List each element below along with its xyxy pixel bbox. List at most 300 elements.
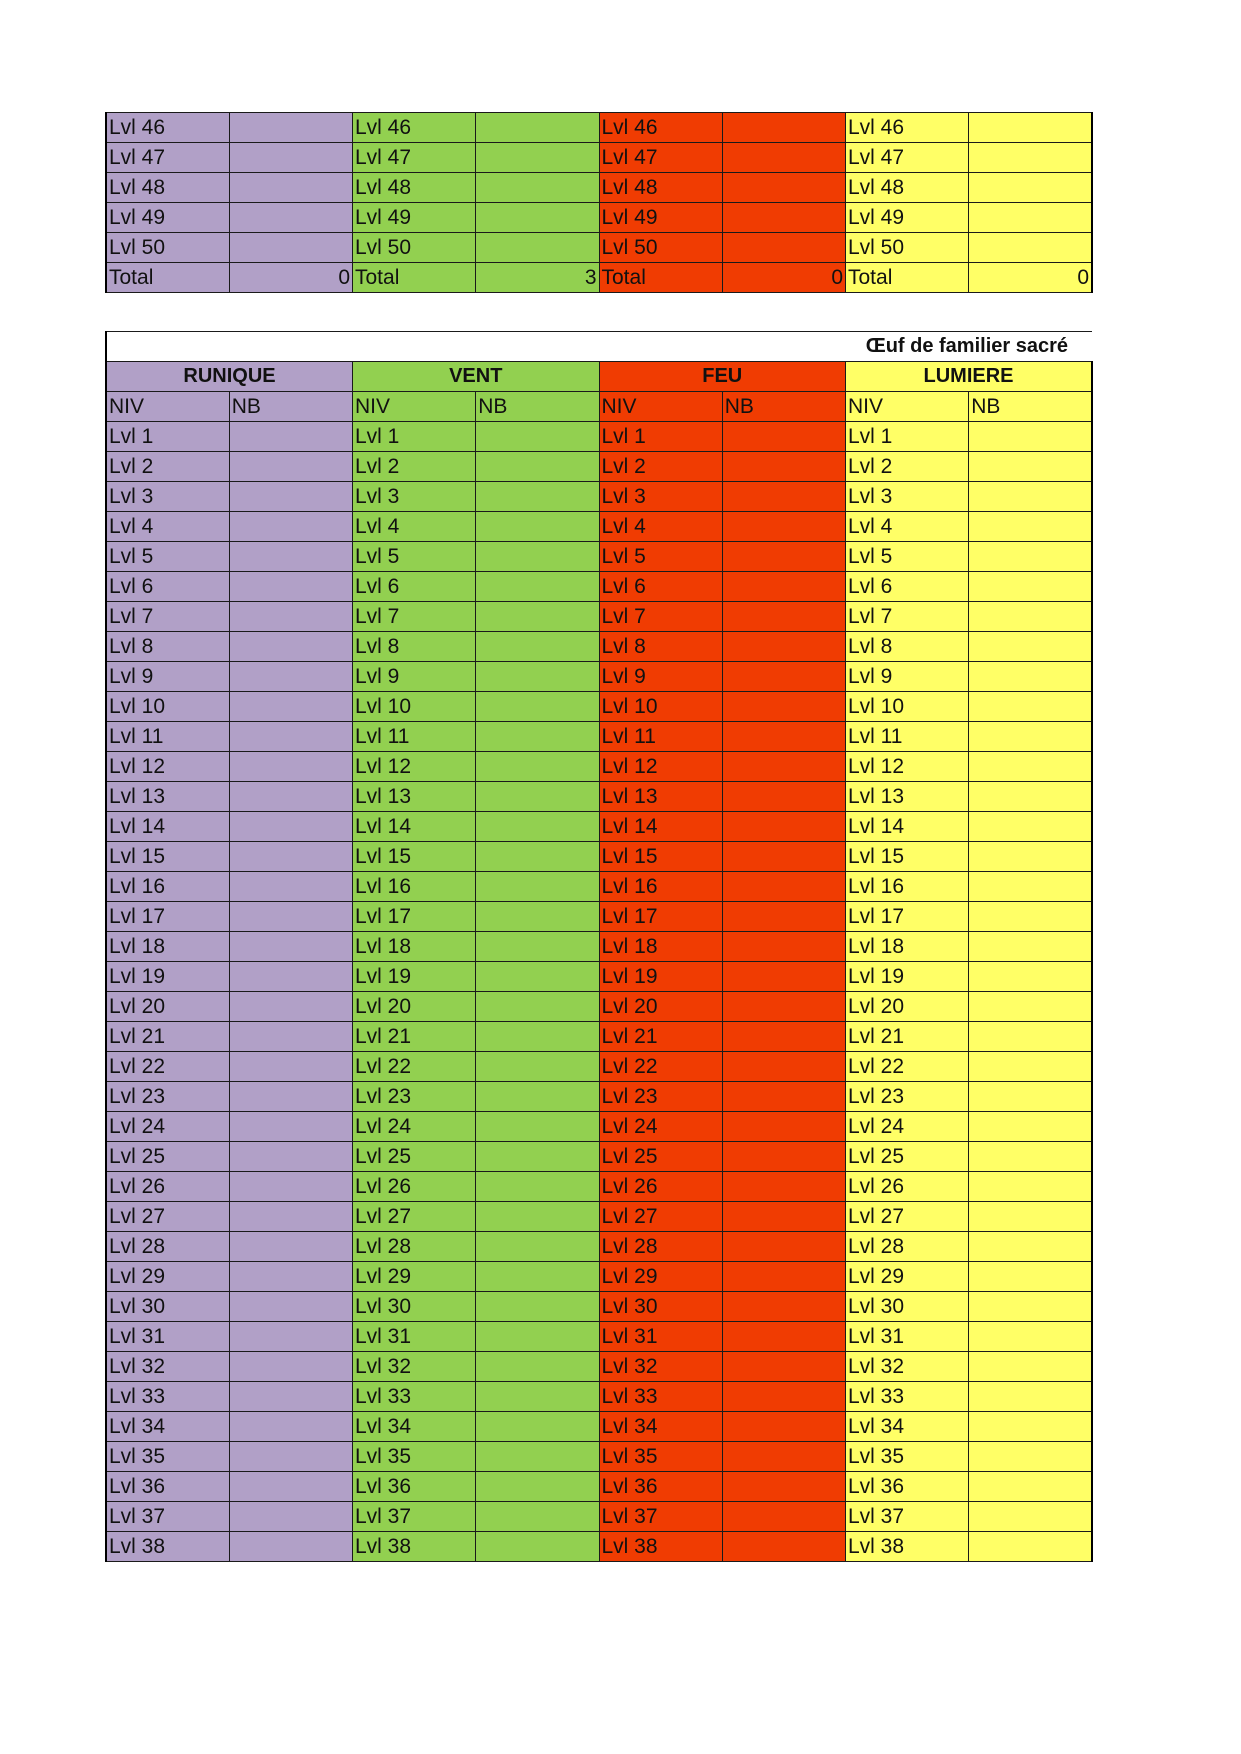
level-cell-runique: Lvl 23 <box>106 1082 229 1112</box>
count-cell-runique[interactable] <box>229 1262 352 1292</box>
count-cell-lumiere[interactable] <box>969 932 1092 962</box>
count-cell-vent[interactable] <box>476 1082 599 1112</box>
count-cell-feu[interactable] <box>722 1262 845 1292</box>
count-cell-vent[interactable] <box>476 962 599 992</box>
count-cell-vent[interactable] <box>476 842 599 872</box>
count-cell-lumiere[interactable] <box>969 662 1092 692</box>
level-cell-feu: Lvl 32 <box>599 1352 722 1382</box>
level-cell-vent: Lvl 3 <box>353 482 476 512</box>
count-cell-lumiere[interactable] <box>969 452 1092 482</box>
count-cell-runique[interactable] <box>229 452 352 482</box>
count-cell-vent[interactable] <box>476 662 599 692</box>
table-row <box>106 1142 1092 1172</box>
count-cell-lumiere[interactable]: 0 <box>969 263 1092 293</box>
count-cell-vent[interactable] <box>476 1022 599 1052</box>
count-cell-feu[interactable] <box>722 1022 845 1052</box>
count-cell-lumiere[interactable] <box>969 1442 1092 1472</box>
count-cell-lumiere[interactable] <box>969 113 1092 143</box>
totals-table-continued <box>105 112 1093 293</box>
level-cell-vent: Lvl 15 <box>353 842 476 872</box>
count-cell-feu[interactable] <box>722 572 845 602</box>
count-cell-runique[interactable] <box>229 233 352 263</box>
level-cell-runique: Total <box>106 263 229 293</box>
level-cell-feu: Lvl 35 <box>599 1442 722 1472</box>
level-cell-runique: Lvl 38 <box>106 1532 229 1562</box>
count-cell-runique[interactable] <box>229 812 352 842</box>
count-cell-feu[interactable] <box>722 1502 845 1532</box>
count-cell-vent[interactable] <box>476 1502 599 1532</box>
level-cell-lumiere: Lvl 4 <box>846 512 969 542</box>
level-cell-feu: Lvl 49 <box>599 203 722 233</box>
count-cell-runique[interactable] <box>229 1322 352 1352</box>
level-cell-feu: Lvl 20 <box>599 992 722 1022</box>
table-row <box>106 962 1092 992</box>
count-cell-runique[interactable] <box>229 1172 352 1202</box>
count-cell-feu[interactable] <box>722 812 845 842</box>
count-cell-runique[interactable] <box>229 1292 352 1322</box>
count-cell-feu[interactable] <box>722 1412 845 1442</box>
table-title: Œuf de familier sacré <box>106 332 1092 362</box>
level-cell-runique: Lvl 22 <box>106 1052 229 1082</box>
count-cell-feu[interactable] <box>722 203 845 233</box>
level-cell-vent: Lvl 13 <box>353 782 476 812</box>
count-cell-vent[interactable] <box>476 1262 599 1292</box>
count-cell-vent[interactable] <box>476 173 599 203</box>
count-cell-vent[interactable] <box>476 452 599 482</box>
count-cell-lumiere[interactable] <box>969 422 1092 452</box>
count-cell-vent[interactable] <box>476 872 599 902</box>
level-cell-vent: Lvl 27 <box>353 1202 476 1232</box>
count-cell-vent[interactable] <box>476 692 599 722</box>
count-cell-feu[interactable] <box>722 482 845 512</box>
level-cell-runique: Lvl 3 <box>106 482 229 512</box>
level-cell-vent: Lvl 34 <box>353 1412 476 1442</box>
count-cell-feu[interactable] <box>722 1532 845 1562</box>
level-cell-vent: Lvl 25 <box>353 1142 476 1172</box>
level-cell-vent: Lvl 48 <box>353 173 476 203</box>
count-cell-runique[interactable] <box>229 1472 352 1502</box>
count-cell-feu[interactable] <box>722 1232 845 1262</box>
count-cell-runique[interactable] <box>229 143 352 173</box>
count-cell-feu[interactable] <box>722 1442 845 1472</box>
level-cell-lumiere: Lvl 21 <box>846 1022 969 1052</box>
count-cell-runique[interactable] <box>229 1112 352 1142</box>
table-row <box>106 1292 1092 1322</box>
level-cell-runique: Lvl 5 <box>106 542 229 572</box>
count-cell-runique[interactable] <box>229 782 352 812</box>
level-cell-runique: Lvl 14 <box>106 812 229 842</box>
count-cell-runique[interactable] <box>229 422 352 452</box>
count-cell-vent[interactable] <box>476 512 599 542</box>
count-cell-lumiere[interactable] <box>969 1472 1092 1502</box>
col-header-niv: NIV <box>846 392 969 422</box>
count-cell-vent[interactable] <box>476 1472 599 1502</box>
level-cell-vent: Lvl 10 <box>353 692 476 722</box>
count-cell-lumiere[interactable] <box>969 632 1092 662</box>
level-cell-feu: Lvl 46 <box>599 113 722 143</box>
count-cell-lumiere[interactable] <box>969 512 1092 542</box>
count-cell-feu[interactable] <box>722 173 845 203</box>
col-header-nb: NB <box>229 392 352 422</box>
count-cell-lumiere[interactable] <box>969 542 1092 572</box>
table-row <box>106 1112 1092 1142</box>
level-cell-lumiere: Lvl 23 <box>846 1082 969 1112</box>
table-row <box>106 932 1092 962</box>
count-cell-runique[interactable] <box>229 1412 352 1442</box>
count-cell-lumiere[interactable] <box>969 203 1092 233</box>
count-cell-lumiere[interactable] <box>969 173 1092 203</box>
count-cell-runique[interactable] <box>229 173 352 203</box>
table-row <box>106 902 1092 932</box>
count-cell-vent[interactable]: 3 <box>476 263 599 293</box>
count-cell-lumiere[interactable] <box>969 752 1092 782</box>
count-cell-vent[interactable] <box>476 482 599 512</box>
count-cell-runique[interactable] <box>229 842 352 872</box>
count-cell-lumiere[interactable] <box>969 233 1092 263</box>
count-cell-runique[interactable] <box>229 203 352 233</box>
count-cell-feu[interactable] <box>722 1352 845 1382</box>
count-cell-lumiere[interactable] <box>969 1352 1092 1382</box>
count-cell-vent[interactable] <box>476 572 599 602</box>
count-cell-runique[interactable] <box>229 542 352 572</box>
level-cell-runique: Lvl 7 <box>106 602 229 632</box>
count-cell-lumiere[interactable] <box>969 1262 1092 1292</box>
level-cell-lumiere: Lvl 15 <box>846 842 969 872</box>
count-cell-lumiere[interactable] <box>969 1382 1092 1412</box>
level-cell-vent: Lvl 22 <box>353 1052 476 1082</box>
count-cell-feu[interactable] <box>722 632 845 662</box>
level-cell-vent: Lvl 1 <box>353 422 476 452</box>
table-row <box>106 233 1092 263</box>
level-cell-feu: Lvl 3 <box>599 482 722 512</box>
level-cell-feu: Lvl 11 <box>599 722 722 752</box>
level-cell-feu: Lvl 15 <box>599 842 722 872</box>
count-cell-lumiere[interactable] <box>969 1082 1092 1112</box>
table-row <box>106 1472 1092 1502</box>
count-cell-feu[interactable] <box>722 962 845 992</box>
level-cell-lumiere: Lvl 22 <box>846 1052 969 1082</box>
count-cell-runique[interactable] <box>229 902 352 932</box>
level-cell-feu: Lvl 17 <box>599 902 722 932</box>
count-cell-feu[interactable] <box>722 1202 845 1232</box>
count-cell-vent[interactable] <box>476 812 599 842</box>
count-cell-vent[interactable] <box>476 932 599 962</box>
count-cell-feu[interactable] <box>722 1052 845 1082</box>
count-cell-feu[interactable] <box>722 602 845 632</box>
table-row <box>106 602 1092 632</box>
count-cell-feu[interactable] <box>722 1142 845 1172</box>
count-cell-feu[interactable] <box>722 1112 845 1142</box>
level-cell-runique: Lvl 28 <box>106 1232 229 1262</box>
level-cell-runique: Lvl 35 <box>106 1442 229 1472</box>
count-cell-lumiere[interactable] <box>969 1532 1092 1562</box>
table-row <box>106 1532 1092 1562</box>
count-cell-runique[interactable]: 0 <box>229 263 352 293</box>
count-cell-runique[interactable] <box>229 752 352 782</box>
count-cell-lumiere[interactable] <box>969 692 1092 722</box>
count-cell-runique[interactable] <box>229 872 352 902</box>
level-cell-lumiere: Lvl 36 <box>846 1472 969 1502</box>
count-cell-runique[interactable] <box>229 962 352 992</box>
count-cell-feu[interactable] <box>722 1472 845 1502</box>
count-cell-lumiere[interactable] <box>969 1322 1092 1352</box>
table-row <box>106 113 1092 143</box>
count-cell-vent[interactable] <box>476 422 599 452</box>
level-cell-lumiere: Lvl 28 <box>846 1232 969 1262</box>
level-cell-lumiere: Lvl 10 <box>846 692 969 722</box>
level-cell-lumiere: Lvl 18 <box>846 932 969 962</box>
level-cell-lumiere: Lvl 3 <box>846 482 969 512</box>
level-cell-feu: Lvl 47 <box>599 143 722 173</box>
count-cell-runique[interactable] <box>229 602 352 632</box>
count-cell-lumiere[interactable] <box>969 992 1092 1022</box>
level-cell-feu: Lvl 24 <box>599 1112 722 1142</box>
count-cell-runique[interactable] <box>229 1202 352 1232</box>
count-cell-feu[interactable] <box>722 1382 845 1412</box>
level-cell-lumiere: Lvl 26 <box>846 1172 969 1202</box>
group-header-feu: FEU <box>599 362 846 392</box>
count-cell-lumiere[interactable] <box>969 722 1092 752</box>
level-cell-vent: Lvl 7 <box>353 602 476 632</box>
count-cell-lumiere[interactable] <box>969 1022 1092 1052</box>
level-cell-feu: Lvl 29 <box>599 1262 722 1292</box>
level-cell-feu: Lvl 26 <box>599 1172 722 1202</box>
count-cell-vent[interactable] <box>476 1442 599 1472</box>
count-cell-runique[interactable] <box>229 1382 352 1412</box>
level-cell-runique: Lvl 31 <box>106 1322 229 1352</box>
count-cell-lumiere[interactable] <box>969 842 1092 872</box>
count-cell-runique[interactable] <box>229 1532 352 1562</box>
title-row <box>106 332 1092 362</box>
level-cell-runique: Lvl 18 <box>106 932 229 962</box>
count-cell-feu[interactable] <box>722 452 845 482</box>
table-row <box>106 872 1092 902</box>
level-cell-lumiere: Lvl 1 <box>846 422 969 452</box>
count-cell-vent[interactable] <box>476 233 599 263</box>
count-cell-vent[interactable] <box>476 203 599 233</box>
level-cell-lumiere: Lvl 13 <box>846 782 969 812</box>
level-cell-lumiere: Lvl 11 <box>846 722 969 752</box>
count-cell-runique[interactable] <box>229 512 352 542</box>
level-cell-feu: Lvl 38 <box>599 1532 722 1562</box>
count-cell-vent[interactable] <box>476 722 599 752</box>
table-row <box>106 1322 1092 1352</box>
count-cell-feu[interactable] <box>722 692 845 722</box>
count-cell-runique[interactable] <box>229 692 352 722</box>
count-cell-vent[interactable] <box>476 1172 599 1202</box>
count-cell-feu[interactable] <box>722 233 845 263</box>
count-cell-lumiere[interactable] <box>969 872 1092 902</box>
count-cell-lumiere[interactable] <box>969 812 1092 842</box>
count-cell-vent[interactable] <box>476 602 599 632</box>
column-header-row <box>106 392 1092 422</box>
count-cell-lumiere[interactable] <box>969 1172 1092 1202</box>
table-row <box>106 1202 1092 1232</box>
level-cell-runique: Lvl 20 <box>106 992 229 1022</box>
count-cell-vent[interactable] <box>476 1232 599 1262</box>
level-cell-vent: Lvl 18 <box>353 932 476 962</box>
col-header-niv: NIV <box>599 392 722 422</box>
count-cell-feu[interactable] <box>722 752 845 782</box>
level-cell-feu: Lvl 34 <box>599 1412 722 1442</box>
count-cell-lumiere[interactable] <box>969 782 1092 812</box>
count-cell-lumiere[interactable] <box>969 1412 1092 1442</box>
count-cell-vent[interactable] <box>476 1052 599 1082</box>
count-cell-feu[interactable] <box>722 1322 845 1352</box>
count-cell-feu[interactable] <box>722 782 845 812</box>
level-cell-runique: Lvl 25 <box>106 1142 229 1172</box>
level-cell-lumiere: Lvl 37 <box>846 1502 969 1532</box>
count-cell-runique[interactable] <box>229 1022 352 1052</box>
count-cell-feu[interactable] <box>722 1292 845 1322</box>
count-cell-vent[interactable] <box>476 1322 599 1352</box>
count-cell-feu[interactable] <box>722 902 845 932</box>
count-cell-lumiere[interactable] <box>969 1202 1092 1232</box>
level-cell-lumiere: Lvl 24 <box>846 1112 969 1142</box>
count-cell-runique[interactable] <box>229 1502 352 1532</box>
count-cell-lumiere[interactable] <box>969 1502 1092 1532</box>
count-cell-feu[interactable] <box>722 872 845 902</box>
count-cell-vent[interactable] <box>476 782 599 812</box>
count-cell-runique[interactable] <box>229 992 352 1022</box>
level-cell-vent: Lvl 37 <box>353 1502 476 1532</box>
table-row <box>106 173 1092 203</box>
count-cell-runique[interactable] <box>229 1052 352 1082</box>
level-cell-lumiere: Lvl 5 <box>846 542 969 572</box>
table-row <box>106 1022 1092 1052</box>
count-cell-lumiere[interactable] <box>969 572 1092 602</box>
table-row <box>106 722 1092 752</box>
level-cell-lumiere: Lvl 17 <box>846 902 969 932</box>
count-cell-vent[interactable] <box>476 1412 599 1442</box>
level-cell-vent: Lvl 8 <box>353 632 476 662</box>
count-cell-feu[interactable] <box>722 422 845 452</box>
count-cell-runique[interactable] <box>229 572 352 602</box>
level-cell-lumiere: Lvl 35 <box>846 1442 969 1472</box>
count-cell-lumiere[interactable] <box>969 1142 1092 1172</box>
count-cell-vent[interactable] <box>476 113 599 143</box>
level-cell-lumiere: Lvl 25 <box>846 1142 969 1172</box>
level-cell-lumiere: Lvl 12 <box>846 752 969 782</box>
count-cell-runique[interactable] <box>229 632 352 662</box>
level-cell-vent: Lvl 33 <box>353 1382 476 1412</box>
level-cell-vent: Lvl 26 <box>353 1172 476 1202</box>
count-cell-feu[interactable] <box>722 113 845 143</box>
level-cell-feu: Lvl 22 <box>599 1052 722 1082</box>
level-cell-feu: Lvl 25 <box>599 1142 722 1172</box>
count-cell-vent[interactable] <box>476 1382 599 1412</box>
col-header-nb: NB <box>476 392 599 422</box>
level-cell-lumiere: Lvl 7 <box>846 602 969 632</box>
count-cell-runique[interactable] <box>229 662 352 692</box>
count-cell-runique[interactable] <box>229 722 352 752</box>
count-cell-runique[interactable] <box>229 1082 352 1112</box>
level-cell-vent: Lvl 9 <box>353 662 476 692</box>
level-cell-lumiere: Lvl 50 <box>846 233 969 263</box>
count-cell-vent[interactable] <box>476 1202 599 1232</box>
level-cell-vent: Lvl 24 <box>353 1112 476 1142</box>
level-cell-lumiere: Lvl 49 <box>846 203 969 233</box>
level-cell-runique: Lvl 9 <box>106 662 229 692</box>
total-row <box>106 263 1092 293</box>
count-cell-feu[interactable] <box>722 143 845 173</box>
count-cell-runique[interactable] <box>229 1442 352 1472</box>
count-cell-vent[interactable] <box>476 1292 599 1322</box>
level-cell-vent: Lvl 12 <box>353 752 476 782</box>
level-cell-vent: Lvl 19 <box>353 962 476 992</box>
level-cell-vent: Lvl 23 <box>353 1082 476 1112</box>
level-cell-feu: Lvl 31 <box>599 1322 722 1352</box>
level-cell-feu: Lvl 18 <box>599 932 722 962</box>
count-cell-feu[interactable] <box>722 662 845 692</box>
table-row <box>106 992 1092 1022</box>
count-cell-vent[interactable] <box>476 1112 599 1142</box>
count-cell-lumiere[interactable] <box>969 962 1092 992</box>
count-cell-vent[interactable] <box>476 143 599 173</box>
count-cell-feu[interactable]: 0 <box>722 263 845 293</box>
count-cell-runique[interactable] <box>229 1232 352 1262</box>
count-cell-vent[interactable] <box>476 752 599 782</box>
count-cell-runique[interactable] <box>229 482 352 512</box>
count-cell-lumiere[interactable] <box>969 143 1092 173</box>
level-cell-vent: Lvl 47 <box>353 143 476 173</box>
count-cell-lumiere[interactable] <box>969 1112 1092 1142</box>
count-cell-vent[interactable] <box>476 1142 599 1172</box>
level-cell-runique: Lvl 27 <box>106 1202 229 1232</box>
level-cell-runique: Lvl 13 <box>106 782 229 812</box>
count-cell-lumiere[interactable] <box>969 1232 1092 1262</box>
group-header-runique: RUNIQUE <box>106 362 353 392</box>
table-row <box>106 782 1092 812</box>
count-cell-feu[interactable] <box>722 932 845 962</box>
level-cell-lumiere: Lvl 9 <box>846 662 969 692</box>
count-cell-feu[interactable] <box>722 722 845 752</box>
level-cell-feu: Lvl 9 <box>599 662 722 692</box>
count-cell-runique[interactable] <box>229 1352 352 1382</box>
level-cell-feu: Lvl 6 <box>599 572 722 602</box>
count-cell-lumiere[interactable] <box>969 1052 1092 1082</box>
count-cell-feu[interactable] <box>722 512 845 542</box>
level-cell-lumiere: Lvl 8 <box>846 632 969 662</box>
count-cell-vent[interactable] <box>476 542 599 572</box>
count-cell-vent[interactable] <box>476 902 599 932</box>
count-cell-lumiere[interactable] <box>969 902 1092 932</box>
count-cell-vent[interactable] <box>476 992 599 1022</box>
count-cell-feu[interactable] <box>722 542 845 572</box>
count-cell-runique[interactable] <box>229 1142 352 1172</box>
count-cell-feu[interactable] <box>722 992 845 1022</box>
level-cell-lumiere: Lvl 48 <box>846 173 969 203</box>
level-cell-vent: Lvl 29 <box>353 1262 476 1292</box>
count-cell-lumiere[interactable] <box>969 482 1092 512</box>
count-cell-feu[interactable] <box>722 1172 845 1202</box>
level-cell-feu: Lvl 21 <box>599 1022 722 1052</box>
count-cell-vent[interactable] <box>476 1352 599 1382</box>
level-cell-lumiere: Lvl 46 <box>846 113 969 143</box>
count-cell-vent[interactable] <box>476 1532 599 1562</box>
count-cell-lumiere[interactable] <box>969 602 1092 632</box>
count-cell-feu[interactable] <box>722 842 845 872</box>
table-row <box>106 572 1092 602</box>
count-cell-runique[interactable] <box>229 932 352 962</box>
count-cell-feu[interactable] <box>722 1082 845 1112</box>
count-cell-runique[interactable] <box>229 113 352 143</box>
table-row <box>106 1172 1092 1202</box>
count-cell-vent[interactable] <box>476 632 599 662</box>
level-cell-feu: Lvl 36 <box>599 1472 722 1502</box>
count-cell-lumiere[interactable] <box>969 1292 1092 1322</box>
level-cell-vent: Lvl 21 <box>353 1022 476 1052</box>
